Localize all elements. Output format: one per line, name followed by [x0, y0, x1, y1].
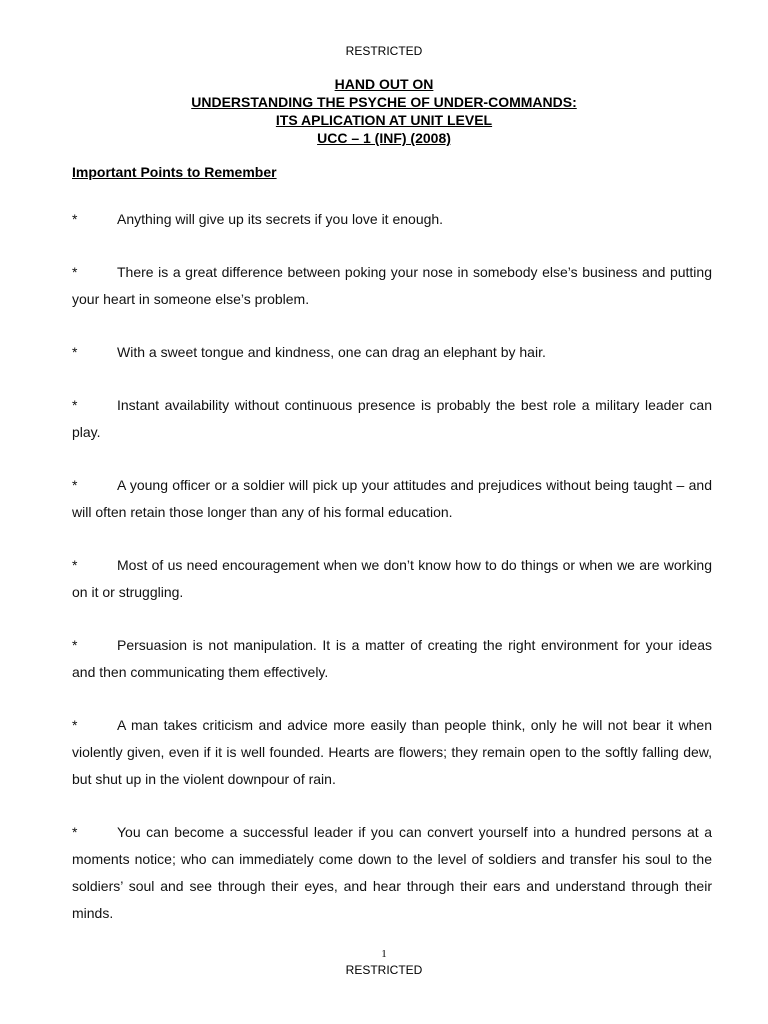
bullet-marker: *	[72, 397, 78, 413]
title-line-3: ITS APLICATION AT UNIT LEVEL	[275, 112, 493, 128]
title-line-4: UCC – 1 (INF) (2008)	[317, 130, 451, 146]
point-text: Anything will give up its secrets if you love it enough.	[117, 211, 444, 227]
point-text: A young officer or a soldier will pick up your attitudes and prejudices without being taught – and will often retain those longer than any of his formal education.	[72, 477, 712, 520]
header-classification: RESTRICTED	[345, 44, 423, 58]
title-line-2: UNDERSTANDING THE PSYCHE OF UNDER-COMMANDS:	[191, 94, 577, 110]
point-item	[72, 392, 712, 446]
point-item	[72, 339, 712, 366]
point-text: Persuasion is not manipulation. It is a matter of creating the right environment for your ideas and then communicating them effectively.	[72, 637, 712, 680]
point-text: With a sweet tongue and kindness, one can drag an elephant by hair.	[117, 344, 546, 360]
bullet-marker: *	[72, 264, 78, 280]
page-number: 1	[381, 948, 387, 960]
bullet-marker: *	[72, 344, 78, 360]
point-item	[72, 552, 712, 606]
footer-classification: RESTRICTED	[345, 963, 423, 977]
point-item	[72, 206, 712, 233]
section-heading: Important Points to Remember	[72, 164, 277, 180]
point-item	[72, 712, 712, 793]
point-item	[72, 472, 712, 526]
point-text: There is a great difference between poking your nose in somebody else’s business and putting your heart in someone else’s problem.	[72, 264, 712, 307]
point-text: Most of us need encouragement when we don’t know how to do things or when we are working on it or struggling.	[72, 557, 712, 600]
document-title	[0, 75, 768, 147]
point-item	[72, 632, 712, 686]
point-text: Instant availability without continuous presence is probably the best role a military leader can play.	[72, 397, 712, 440]
bullet-marker: *	[72, 637, 78, 653]
point-item	[72, 259, 712, 313]
bullet-marker: *	[72, 824, 78, 840]
points-list	[72, 206, 712, 953]
bullet-marker: *	[72, 477, 78, 493]
bullet-marker: *	[72, 557, 78, 573]
title-line-1: HAND OUT ON	[334, 76, 434, 92]
point-text: You can become a successful leader if you can convert yourself into a hundred persons at a moments notice; who can immediately come down to the level of soldiers and transfer his soul to the soldiers’ soul and see through their eyes, and hear through their ears and understand through their minds.	[72, 824, 712, 921]
bullet-marker: *	[72, 211, 78, 227]
bullet-marker: *	[72, 717, 78, 733]
point-item	[72, 819, 712, 927]
point-text: A man takes criticism and advice more easily than people think, only he will not bear it when violently given, even if it is well founded. Hearts are flowers; they remain open to the softly falling dew, but shut up in the violent downpour of rain.	[72, 717, 712, 787]
